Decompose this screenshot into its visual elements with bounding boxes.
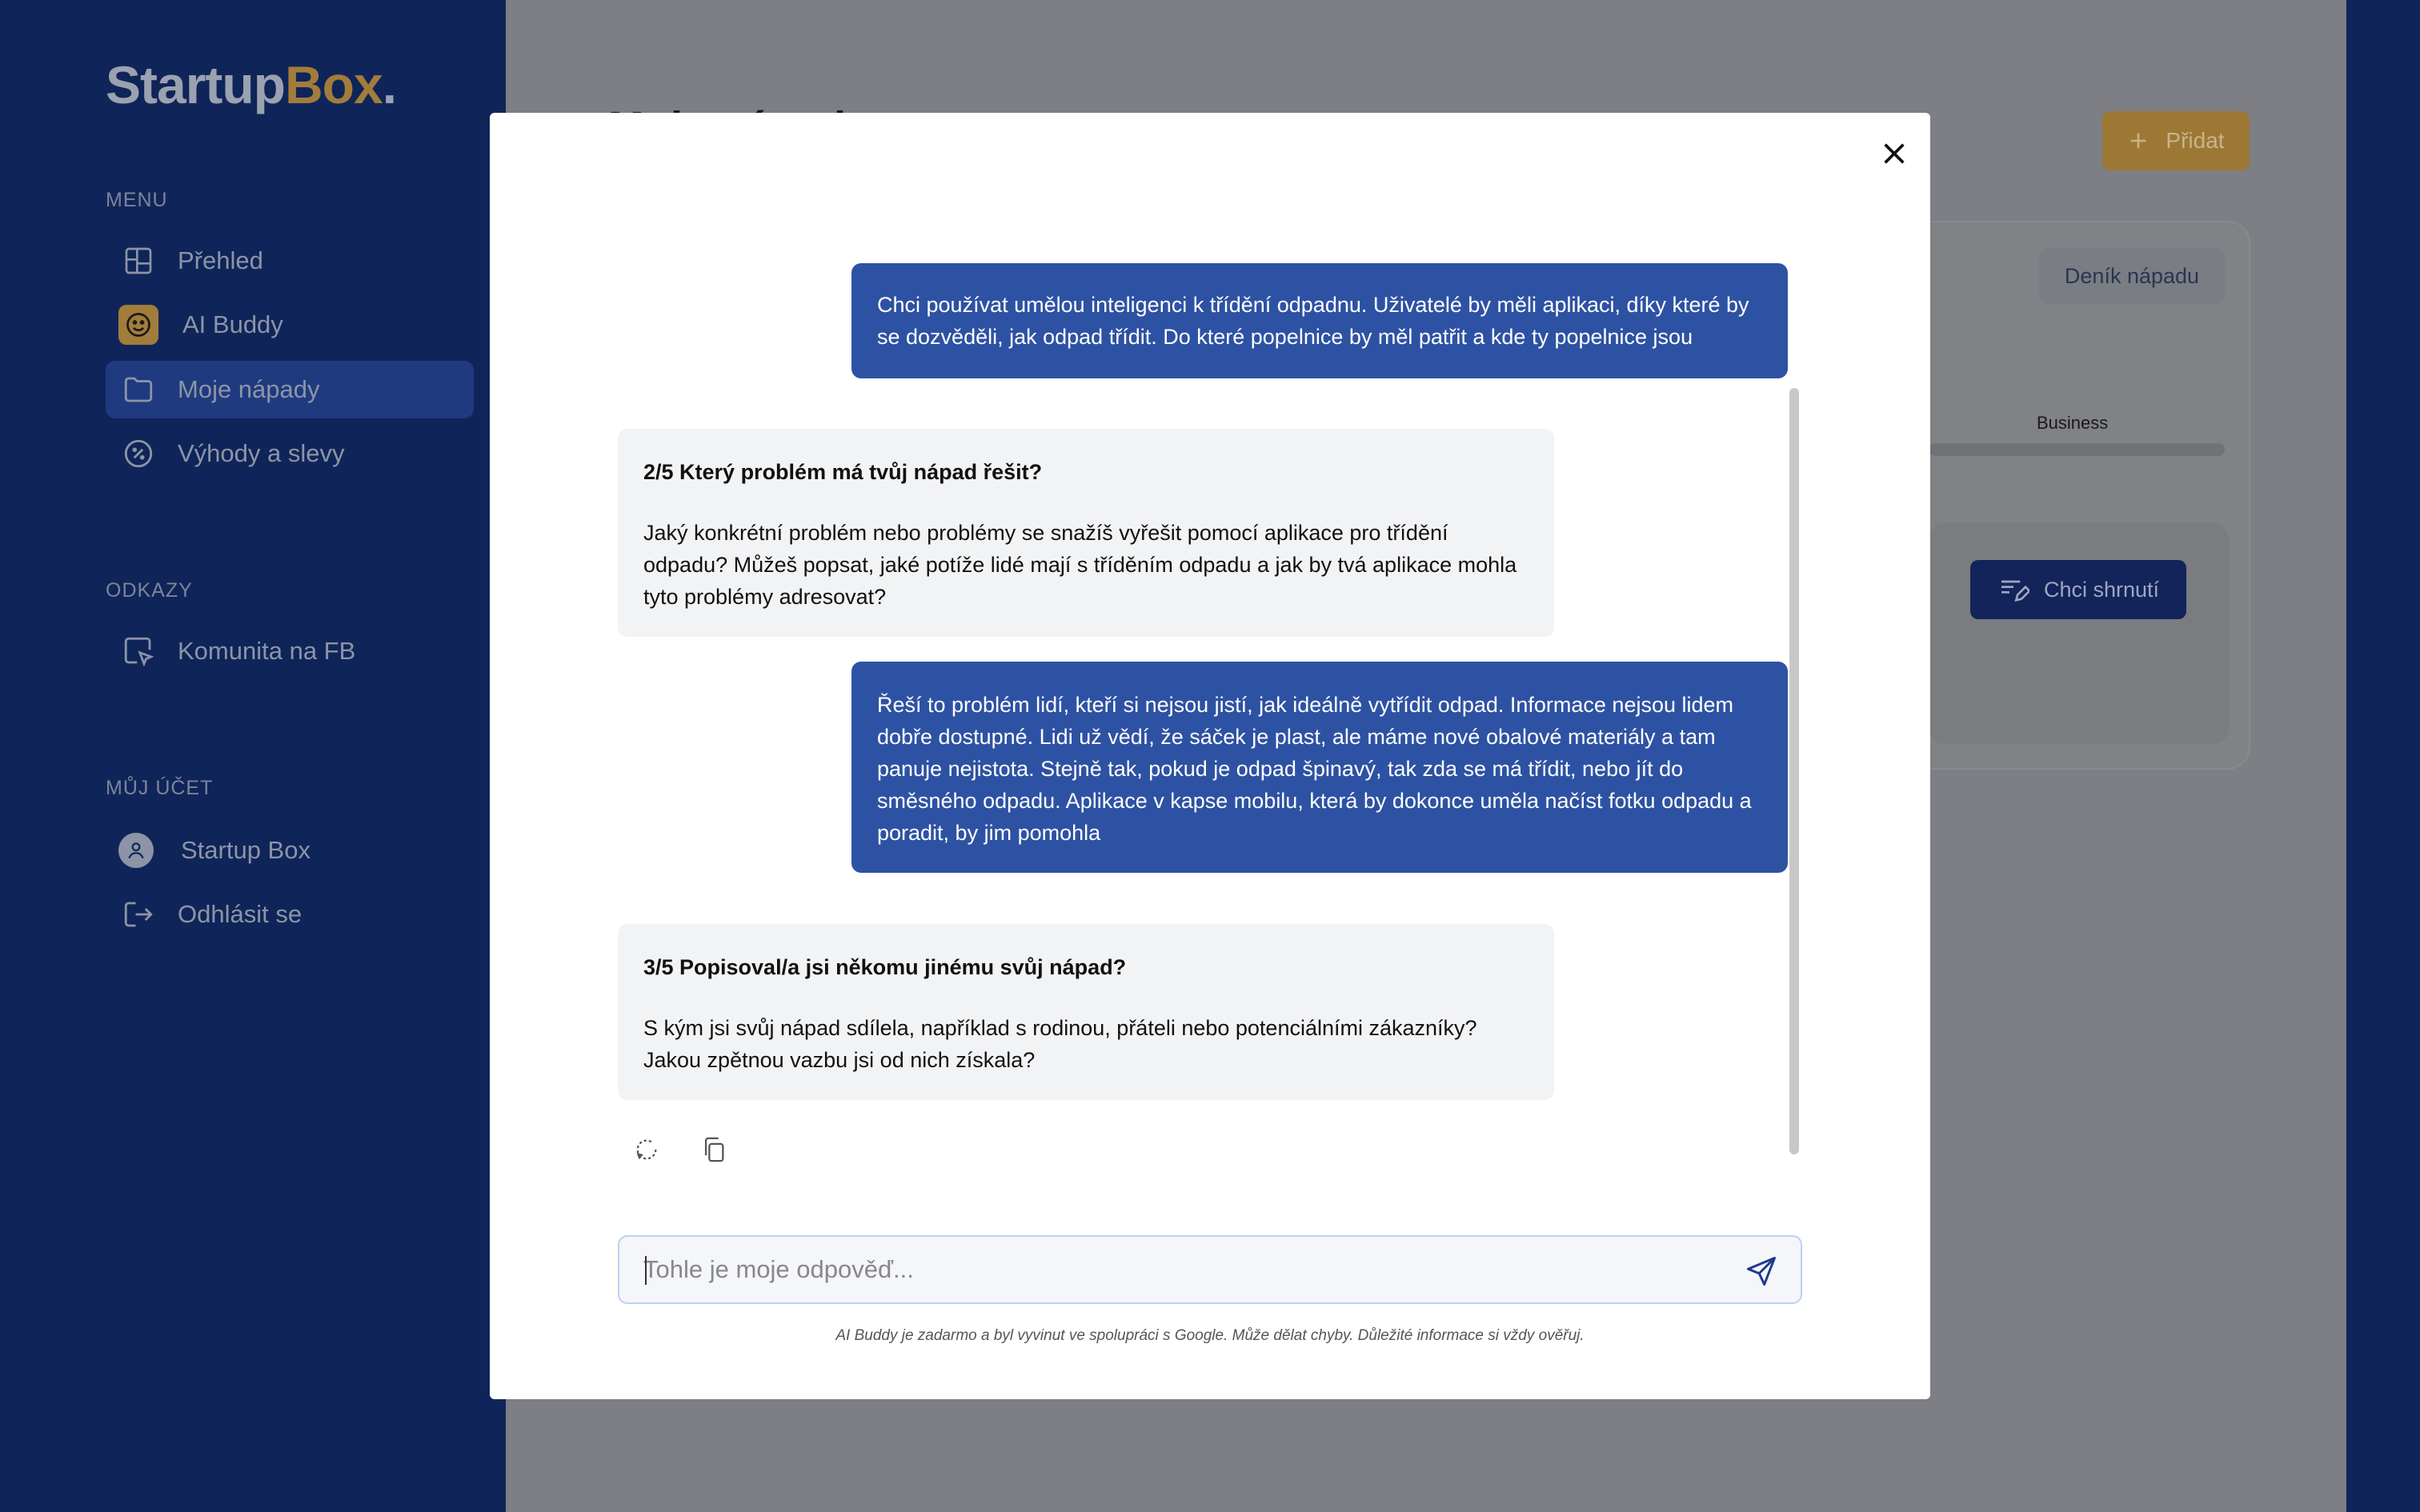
send-button[interactable]: [1741, 1251, 1781, 1291]
add-button-label: Přidat: [2166, 128, 2225, 153]
close-icon: [1881, 140, 1908, 167]
logo-text-startup: Startup: [106, 55, 285, 114]
folder-icon: [122, 373, 155, 406]
sidebar-item-label: AI Buddy: [182, 310, 283, 338]
logo[interactable]: [106, 53, 396, 117]
sidebar-item-prehled[interactable]: [106, 232, 474, 290]
text-caret: [645, 1256, 647, 1285]
layout-grid-icon: [122, 244, 155, 278]
summary-button[interactable]: [1970, 560, 2186, 619]
message-text: Chci používat umělou inteligenci k třídění odpadnu. Uživatelé by měli aplikaci, díky které by se dozvěděli, jak odpad třídit. Do které popelnice by měl patřit a kde ty popelnice jsou: [877, 293, 1749, 349]
ai-buddy-chat-modal: [490, 113, 1930, 1399]
smiley-icon: [118, 305, 158, 345]
sidebar-item-komunita-fb[interactable]: [106, 622, 474, 680]
chat-message-user: [851, 662, 1788, 873]
sidebar-item-logout[interactable]: [106, 886, 474, 943]
copy-icon: [700, 1136, 727, 1163]
sidebar-item-label: Přehled: [178, 246, 263, 274]
send-icon: [1744, 1254, 1779, 1289]
copy-button[interactable]: [698, 1134, 730, 1166]
chat-scrollbar[interactable]: [1789, 388, 1799, 1154]
chat-message-user: [851, 263, 1788, 378]
message-text: Jaký konkrétní problém nebo problémy se snažíš vyřešit pomocí aplikace pro třídění odpadu? Můžeš popsat, jaké potíže lidé mají s tříděním odpadu a jak by tvá aplikace mohla tyto problémy adresovat?: [643, 521, 1517, 609]
chat-message-ai: [618, 429, 1554, 637]
discount-icon: [122, 437, 155, 470]
logo-text-box: Box: [285, 55, 383, 114]
business-label: Business: [2037, 413, 2109, 433]
logo-dot: .: [382, 55, 397, 114]
message-text: Řeší to problém lidí, kteří si nejsou jistí, jak ideálně vytřídit odpad. Informace nejsou lidem dobře dostupné. Lidi už vědí, že sáček je plast, ale máme nové obalové materiály a tam panuje nejistota. Stejně tak, pokud je odpad špinavý, tak zda se má třídit, nebo jít do směsného odpadu. Aplikace v kapse mobilu, která by dokonce uměla načíst fotku odpadu a poradit, by jim pomohla: [877, 693, 1752, 845]
disclaimer-text: AI Buddy je zadarmo a byl vyvinut ve spolupráci s Google. Může dělat chyby. Důležité informace si vždy ověřuj.: [835, 1327, 1585, 1344]
menu-section-title: MENU: [106, 189, 168, 211]
account-section-title: MŮJ ÚČET: [106, 777, 214, 799]
right-edge: [2346, 0, 2420, 1512]
regenerate-button[interactable]: [631, 1134, 663, 1166]
sidebar-item-moje-napady[interactable]: [106, 361, 474, 418]
regenerate-icon: [633, 1136, 660, 1163]
message-question: 3/5 Popisoval/a jsi někomu jinému svůj nápad?: [643, 955, 1127, 979]
idea-diary-button[interactable]: Deník nápadu: [2039, 248, 2225, 304]
sidebar-item-label: Výhody a slevy: [178, 439, 345, 467]
chat-message-ai: [618, 924, 1554, 1100]
edit-notes-icon: [1997, 574, 2029, 606]
plus-icon: [2127, 130, 2150, 152]
message-question: 2/5 Který problém má tvůj nápad řešit?: [643, 460, 1043, 484]
links-section-title: ODKAZY: [106, 579, 193, 602]
sidebar-item-vyhody[interactable]: [106, 425, 474, 482]
sidebar-item-account[interactable]: [106, 822, 474, 879]
logout-icon: [122, 898, 155, 931]
add-button[interactable]: [2102, 111, 2250, 170]
sidebar-item-label: Startup Box: [181, 836, 311, 864]
sidebar-item-label: Moje nápady: [178, 375, 320, 403]
idea-card-inner: [1929, 523, 2229, 744]
business-progress-bar: [1929, 443, 2225, 456]
answer-input-box[interactable]: [618, 1235, 1802, 1304]
message-text: S kým jsi svůj nápad sdílela, například s rodinou, přáteli nebo potenciálními zákazníky? Jakou zpětnou vazbu jsi od nich získala?: [643, 1016, 1477, 1072]
sidebar-item-label: Komunita na FB: [178, 637, 356, 665]
sidebar-item-ai-buddy[interactable]: [106, 296, 474, 354]
external-link-icon: [122, 634, 155, 668]
sidebar-item-label: Odhlásit se: [178, 900, 302, 928]
close-button[interactable]: [1874, 134, 1914, 174]
answer-input[interactable]: [643, 1237, 1716, 1302]
avatar: [118, 833, 154, 868]
summary-button-label: Chci shrnutí: [2043, 577, 2160, 602]
sidebar: [0, 0, 506, 1512]
